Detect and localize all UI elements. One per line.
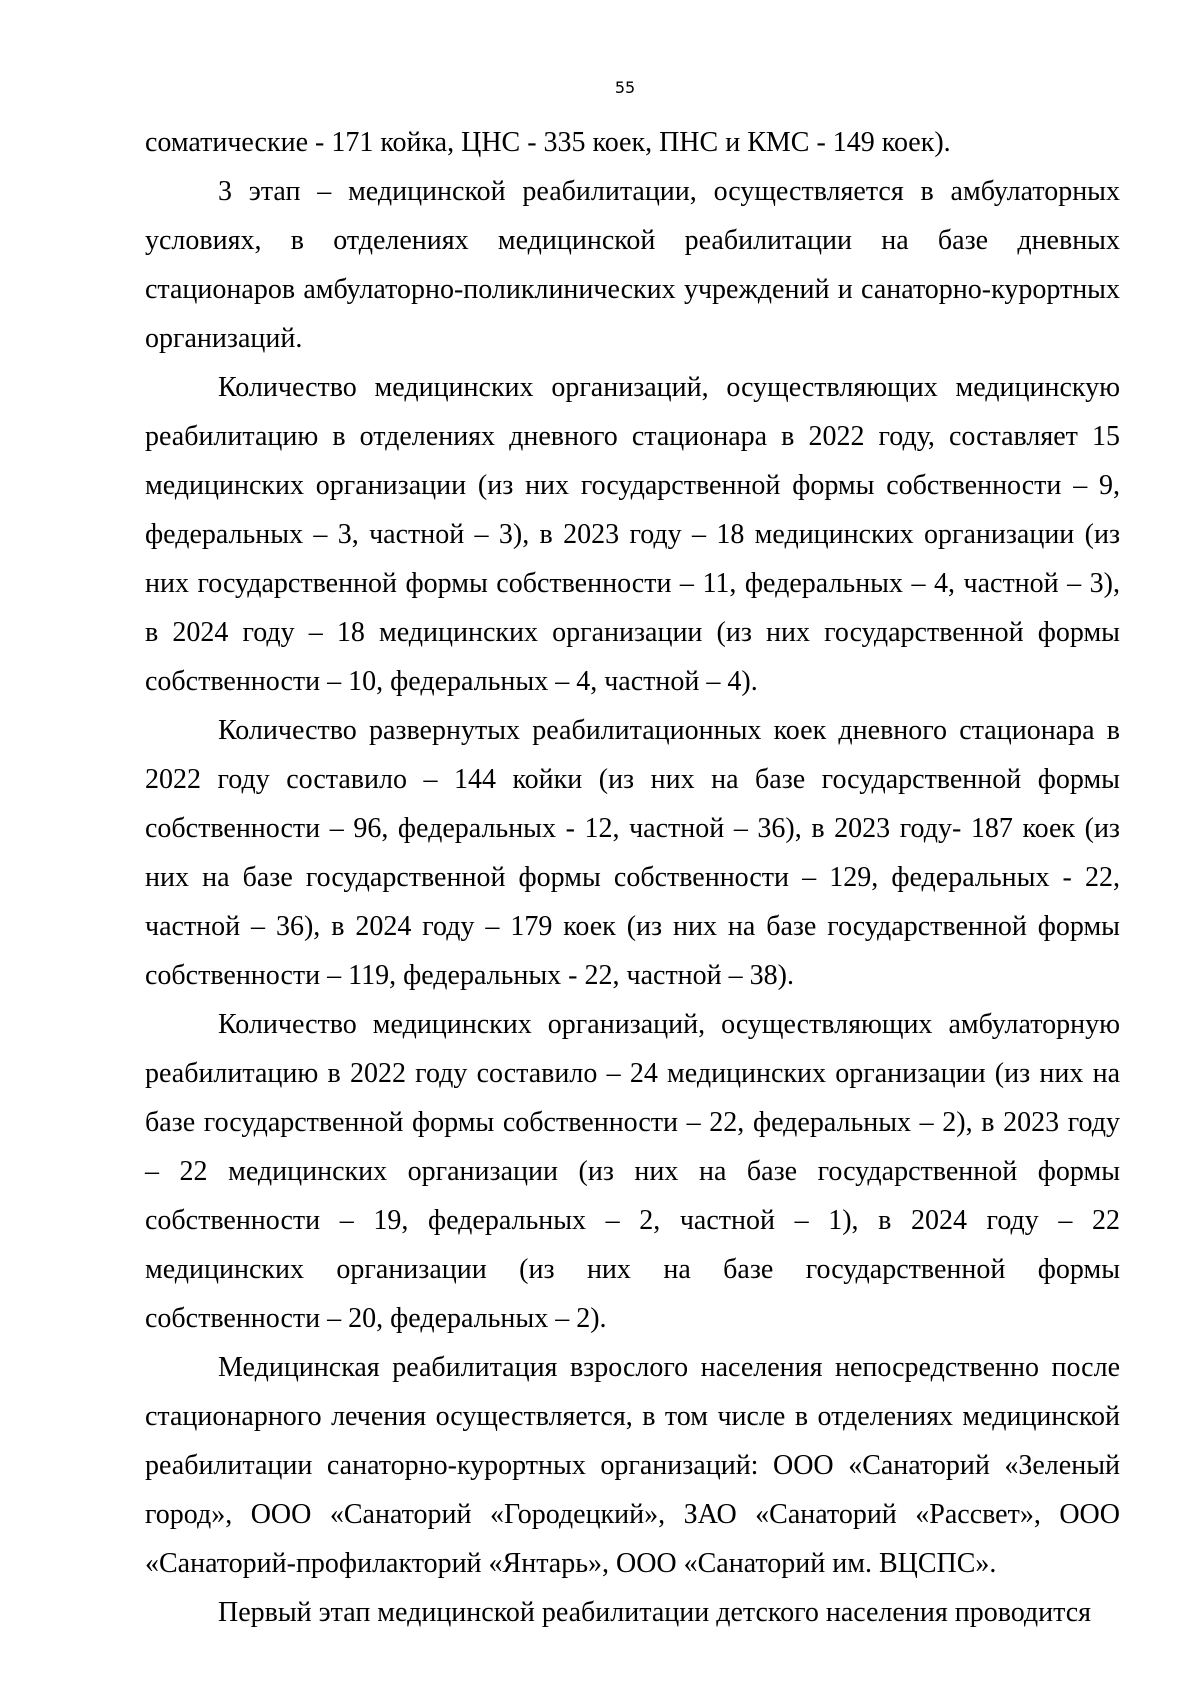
paragraph: Количество развернутых реабилитационных коек дневного стационара в 2022 году составило – 144 койки (из них на базе государственной формы собственности – 96, федеральных - 12, частной – 36), в 2023 году- 187 коек (из них на базе государственной формы собственности – 129, федеральных - 22, частной – 36), в 2024 году – 179 коек (из них на базе государственной формы собственности – 119, федеральных - 22, частной – 38). (145, 715, 1120, 991)
paragraph: соматические - 171 койка, ЦНС - 335 коек, ПНС и КМС - 149 коек). (145, 127, 951, 158)
paragraph: Количество медицинских организаций, осуществляющих амбулаторную реабилитацию в 2022 году составило – 24 медицинских организации (из них на базе государственной формы собственности – 22, федеральных – 2), в 2023 году – 22 медицинских организации (из них на базе государственной формы собственности – 19, федеральных – 2, частной – 1), в 2024 году – 22 медицинских организации (из них на базе государственной формы собственности – 20, федеральных – 2). (145, 1009, 1120, 1334)
page-number: 55 (614, 78, 636, 97)
document-body (145, 118, 1120, 1637)
paragraph: 3 этап – медицинской реабилитации, осуществляется в амбулаторных условиях, в отделениях медицинской реабилитации на базе дневных стационаров амбулаторно-поликлинических учреждений и санаторно-курортных организаций. (145, 176, 1120, 354)
paragraph: Первый этап медицинской реабилитации детского населения проводится (218, 1597, 1092, 1628)
paragraph: Количество медицинских организаций, осуществляющих медицинскую реабилитацию в отделениях дневного стационара в 2022 году, составляет 15 медицинских организации (из них государственной формы собственности – 9, федеральных – 3, частной – 3), в 2023 году – 18 медицинских организации (из них государственной формы собственности – 11, федеральных – 4, частной – 3), в 2024 году – 18 медицинских организации (из них государственной формы собственности – 10, федеральных – 4, частной – 4). (145, 372, 1120, 697)
paragraph: Медицинская реабилитация взрослого населения непосредственно после стационарного лечения осуществляется, в том числе в отделениях медицинской реабилитации санаторно-курортных организаций: ООО «Санаторий «Зеленый город», ООО «Санаторий «Городецкий», ЗАО «Санаторий «Рассвет», ООО «Санаторий-профилакторий «Янтарь», ООО «Санаторий им. ВЦСПС». (145, 1352, 1120, 1579)
